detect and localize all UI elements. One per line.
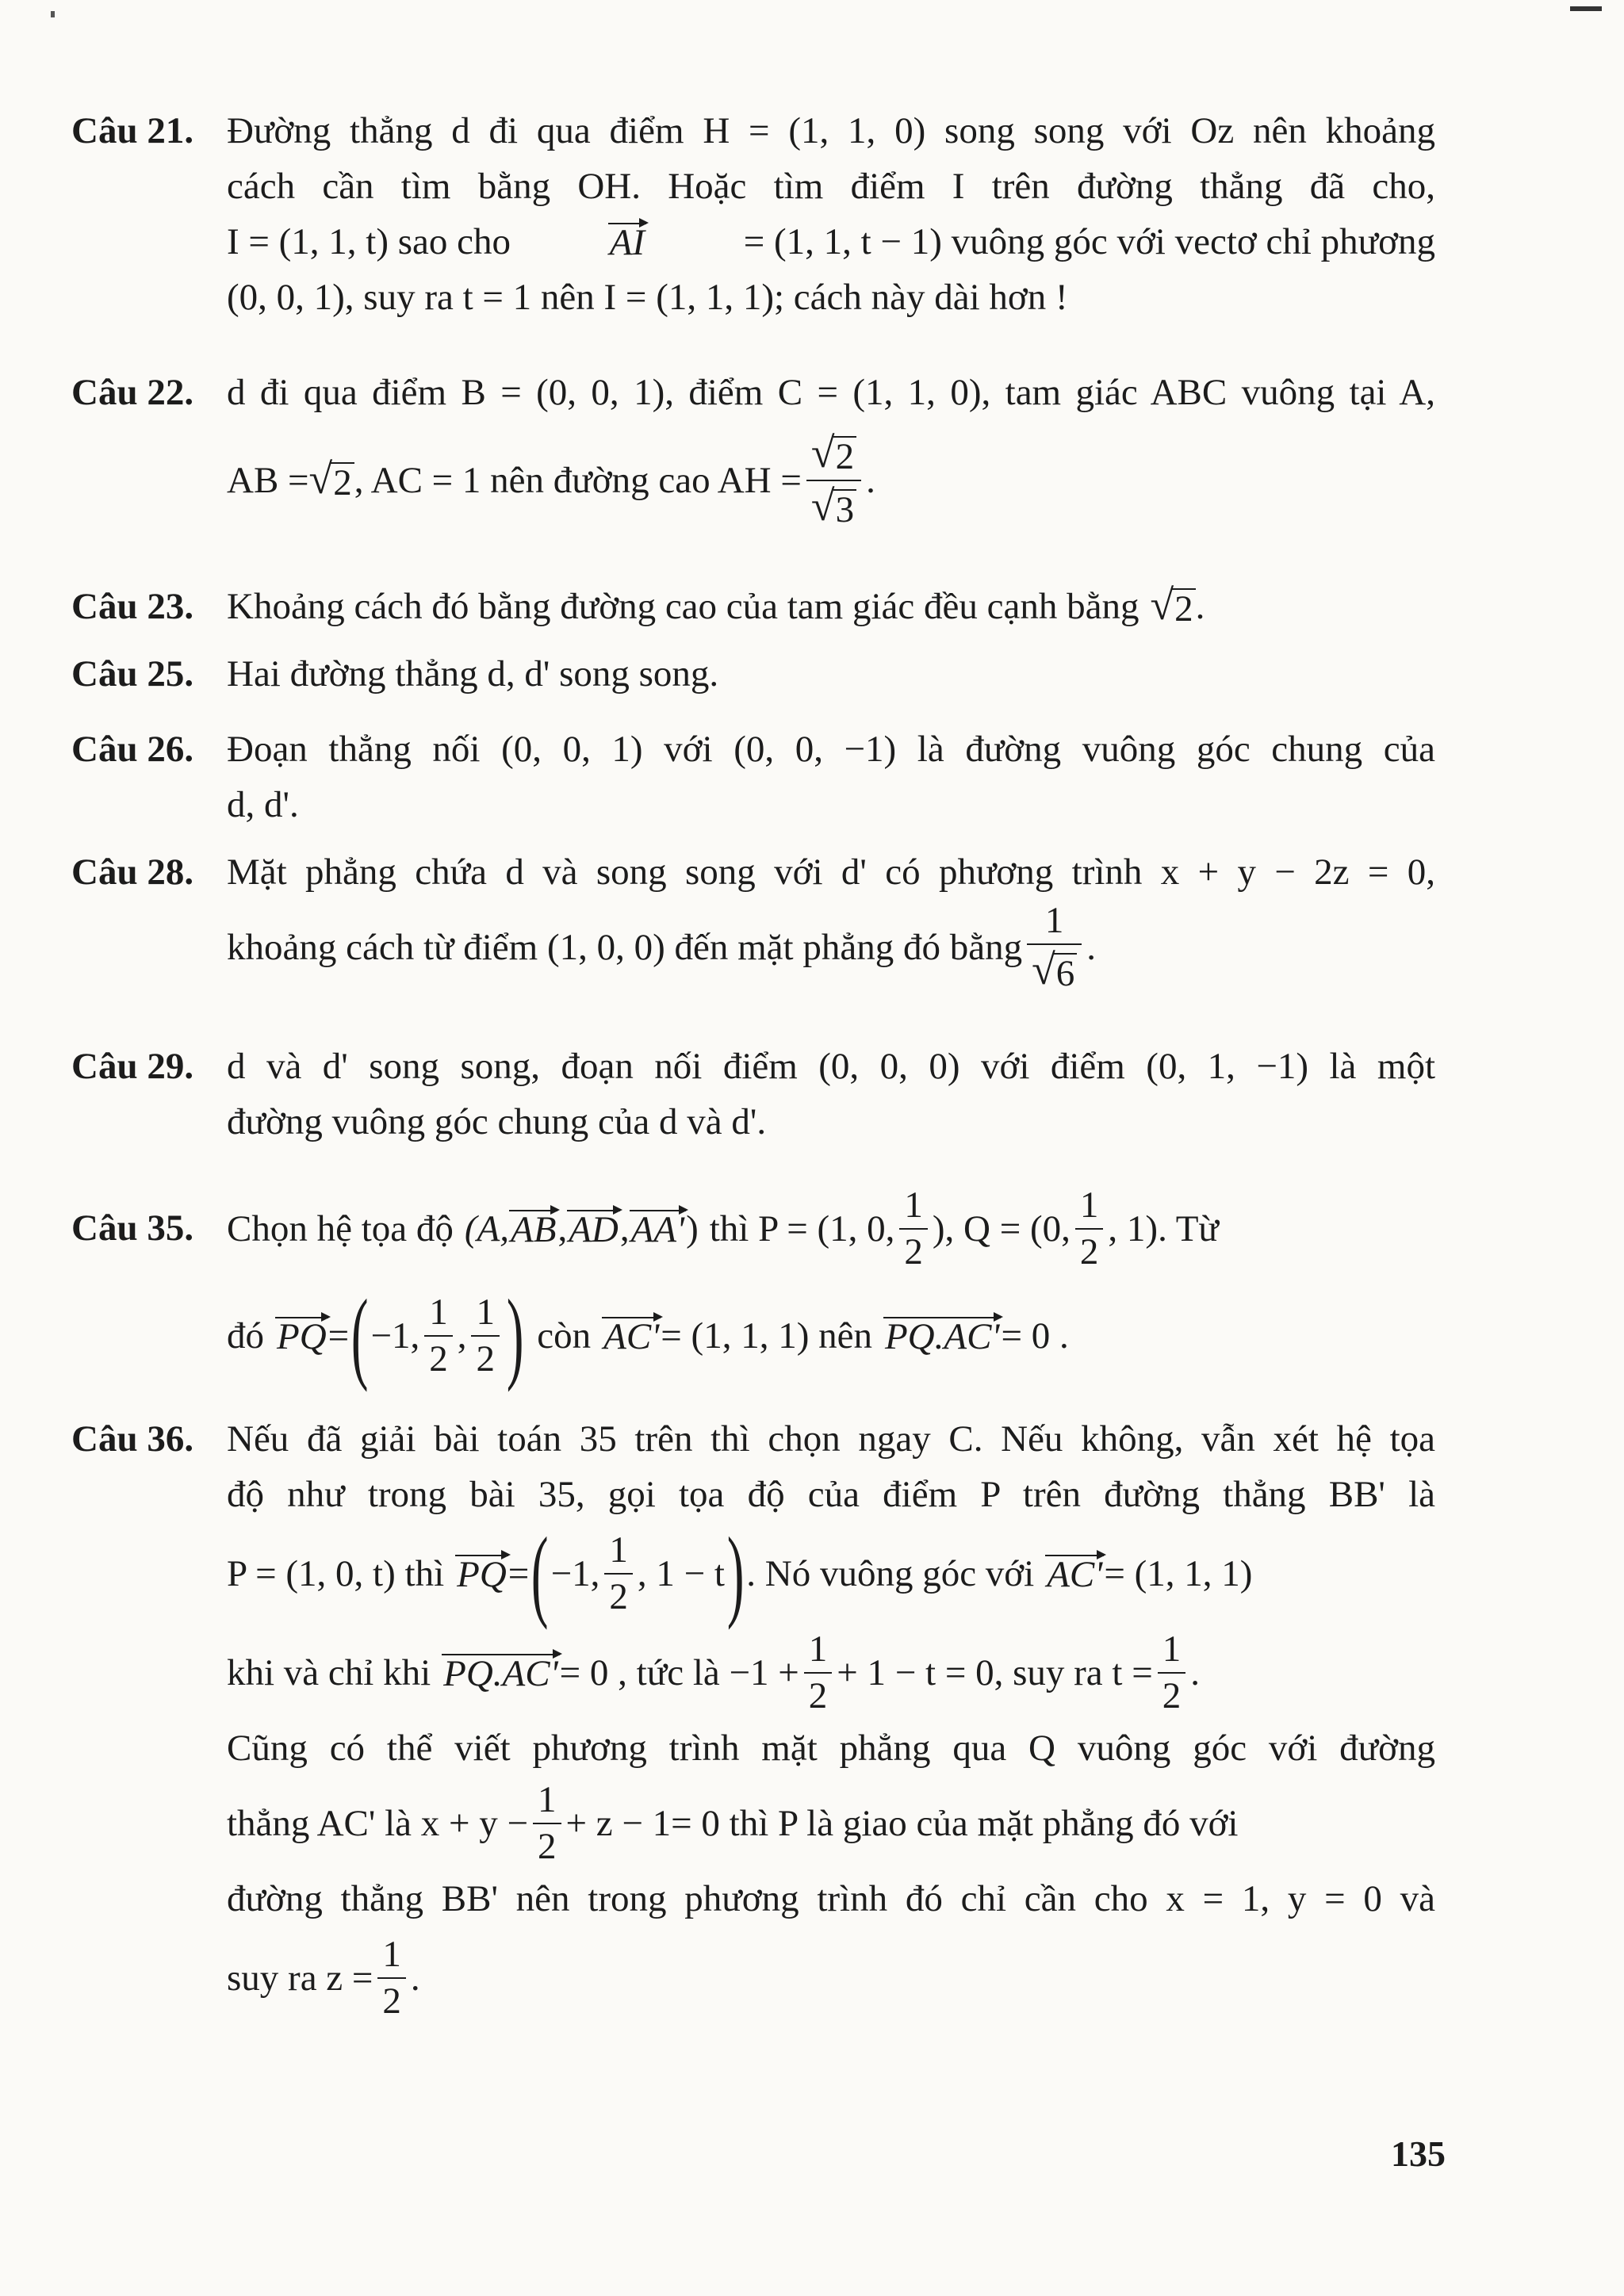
text-line (227, 1927, 1435, 2030)
text-line: cách cần tìm bằng OH. Hoặc tìm điểm I trên đường thẳng đã cho, (227, 166, 1435, 207)
radicand: 2 (833, 436, 857, 476)
text-run: = 0 . (1001, 1315, 1069, 1357)
text-line: đường thẳng BB' nên trong phương trình đó chỉ cần cho x = 1, y = 0 và (227, 1878, 1435, 1919)
answer-21 (71, 103, 1435, 325)
text-run: −1, (550, 1553, 600, 1594)
text-run: ), Q = (0, (932, 1208, 1071, 1249)
text-line: Đường thẳng d đi qua điểm H = (1, 1, 0) song song với Oz nên khoảng (227, 110, 1435, 151)
fraction-numerator: 1 (476, 1291, 495, 1333)
text-run: = (508, 1553, 530, 1594)
fraction-denominator: 2 (471, 1335, 500, 1379)
text-line (227, 214, 1435, 270)
text-run: , (619, 1208, 630, 1249)
text-run: = (1, 1, 1) (1104, 1553, 1253, 1594)
sqrt-expression (309, 457, 354, 503)
sqrt-expression (1150, 581, 1195, 630)
text-run: thẳng AC' là x + y − (227, 1803, 529, 1844)
text-line (227, 1279, 1435, 1393)
fraction (804, 1630, 833, 1716)
answer-36 (71, 1411, 1435, 2030)
question-label: Câu 29. (71, 1046, 194, 1087)
text-line: d đi qua điểm B = (0, 0, 1), điểm C = (1, 1, 0), tam giác ABC vuông tại A, (227, 372, 1435, 413)
fraction (424, 1293, 453, 1380)
text-line (227, 1625, 1435, 1720)
text-run: . (1195, 586, 1205, 627)
fraction (1075, 1186, 1104, 1272)
vector-pq: PQ (457, 1553, 507, 1595)
fraction-denominator (1027, 943, 1082, 993)
answer-28 (71, 844, 1435, 995)
answer-23 (71, 579, 1435, 634)
text-run: thì P = (1, 0, (709, 1208, 895, 1249)
text-run: = 0 , tức là −1 + (559, 1652, 799, 1693)
question-label: Câu 21. (71, 110, 194, 151)
text-line (227, 428, 1435, 530)
fraction-denominator: 2 (1075, 1228, 1104, 1272)
text-run: = (327, 1315, 350, 1357)
page-number: 135 (1391, 2133, 1446, 2174)
text-line (227, 1517, 1435, 1631)
text-line: độ như trong bài 35, gọi tọa độ của điểm P trên đường thẳng BB' là (227, 1474, 1435, 1515)
text-run: khoảng cách từ điểm (1, 0, 0) đến mặt phẳng đó bằng (227, 927, 1023, 968)
fraction-numerator: 1 (808, 1628, 828, 1670)
answer-26 (71, 721, 1435, 832)
radicand: 6 (1054, 953, 1078, 993)
text-run: , AC = 1 nên đường cao AH = (354, 460, 802, 501)
text-run: = (1, 1, t − 1) vuông góc với vectơ chỉ phương (743, 221, 1435, 262)
text-run: khi và chỉ khi (227, 1652, 431, 1693)
question-label: Câu 25. (71, 653, 194, 695)
text-run: Khoảng cách đó bằng đường cao của tam giác đều cạnh bằng (227, 586, 1139, 627)
text-run: , 1). Từ (1108, 1208, 1219, 1249)
radical-sign: √ (308, 455, 333, 503)
text-line: (0, 0, 1), suy ra t = 1 nên I = (1, 1, 1); cách này dài hơn ! (227, 277, 1068, 318)
text-line: Đoạn thẳng nối (0, 0, 1) với (0, 0, −1) là đường vuông góc chung của (227, 729, 1435, 770)
fraction (806, 428, 861, 530)
text-run: AB = (227, 460, 309, 501)
text-run: = (1, 1, 1) nên (661, 1315, 872, 1357)
text-run: còn (537, 1315, 592, 1357)
dot-product-pq-ac: PQ.AC' (884, 1315, 1000, 1357)
text-line: Mặt phẳng chứa d và song song với d' có phương trình x + y − 2z = 0, (227, 851, 1435, 893)
text-line (227, 900, 1435, 995)
question-label: Câu 26. (71, 729, 194, 770)
question-label: Câu 35. (71, 1207, 194, 1249)
fraction-denominator (806, 480, 861, 530)
radical-sign: √ (1150, 581, 1174, 629)
fraction-numerator: 1 (1079, 1184, 1099, 1226)
text-line: đường vuông góc chung của d và d'. (227, 1101, 767, 1142)
text-run: + 1 − t = 0, suy ra t = (837, 1652, 1153, 1693)
fraction-numerator: 1 (429, 1291, 448, 1333)
text-run: . (410, 1957, 420, 1999)
question-label: Câu 28. (71, 851, 194, 893)
fraction-denominator: 2 (377, 1977, 406, 2021)
text-run: P = (1, 0, t) thì (227, 1553, 445, 1594)
fraction-numerator: 1 (609, 1529, 628, 1571)
fraction-numerator (806, 428, 861, 480)
text-run: Chọn hệ tọa độ (227, 1208, 454, 1249)
fraction (899, 1186, 928, 1272)
text-line: d và d' song song, đoạn nối điểm (0, 0, 0) với điểm (0, 1, −1) là một (227, 1046, 1435, 1087)
answer-25 (71, 646, 1435, 702)
fraction-denominator: 2 (424, 1335, 453, 1379)
vector-pq: PQ (277, 1315, 327, 1357)
text-run: đó (227, 1315, 264, 1357)
text-run: . (866, 460, 875, 501)
text-run: . (1086, 927, 1096, 968)
text-run: , (557, 1208, 568, 1249)
right-paren: ) (506, 1279, 524, 1393)
text-run: , 1 − t (637, 1553, 725, 1594)
right-paren: ) (726, 1517, 745, 1631)
fraction-denominator: 2 (899, 1228, 928, 1272)
answer-35 (71, 1181, 1435, 1393)
answer-22 (71, 365, 1435, 528)
vector-aa-prime: AA' (630, 1208, 685, 1250)
text-line: d, d'. (227, 784, 299, 825)
fraction (604, 1531, 633, 1617)
text-run: I = (1, 1, t) sao cho (227, 221, 511, 262)
fraction (1027, 901, 1082, 994)
fraction-numerator: 1 (538, 1778, 557, 1820)
text-run: + z − 1= 0 thì P là giao của mặt phẳng đó với (565, 1803, 1239, 1844)
fraction (377, 1935, 406, 2022)
fraction (1158, 1630, 1186, 1716)
fraction (471, 1293, 500, 1380)
fraction-denominator: 2 (1158, 1672, 1186, 1716)
text-run: −1, (370, 1315, 420, 1357)
text-line: Cũng có thể viết phương trình mặt phẳng qua Q vuông góc với đường (227, 1728, 1435, 1769)
text-run: (A, (464, 1208, 510, 1249)
text-line: Nếu đã giải bài toán 35 trên thì chọn ngay C. Nếu không, vẫn xét hệ tọa (227, 1418, 1435, 1460)
vector-ab: AB (511, 1208, 557, 1250)
vector-ac-prime: AC' (603, 1315, 660, 1357)
fraction-numerator: 1 (1044, 899, 1064, 941)
fraction-denominator: 2 (804, 1672, 833, 1716)
fraction-numerator: 1 (904, 1184, 923, 1226)
vector-ac-prime: AC' (1047, 1553, 1103, 1595)
answer-29 (71, 1039, 1435, 1150)
radical-sign: √ (1032, 946, 1055, 993)
radicand: 2 (331, 462, 354, 503)
text-run: , (457, 1315, 467, 1357)
radicand: 3 (833, 489, 857, 530)
radicand: 2 (1172, 588, 1196, 629)
text-line (227, 1181, 1435, 1276)
text-line: Hai đường thẳng d, d' song song. (227, 653, 719, 695)
question-label: Câu 22. (71, 372, 194, 413)
text-run: ) (686, 1208, 699, 1249)
radical-sign: √ (810, 428, 835, 476)
fraction-denominator: 2 (533, 1823, 561, 1866)
fraction (533, 1778, 561, 1867)
left-paren: ( (531, 1517, 549, 1631)
question-label: Câu 36. (71, 1418, 194, 1460)
vector-ai: AI (609, 221, 645, 263)
dot-product-pq-ac: PQ.AC' (443, 1652, 558, 1694)
text-run: . Nó vuông góc với (746, 1553, 1035, 1594)
text-run: suy ra z = (227, 1957, 373, 1999)
fraction-numerator: 1 (1162, 1628, 1182, 1670)
fraction-denominator: 2 (604, 1573, 633, 1617)
fraction-numerator: 1 (382, 1933, 401, 1975)
vector-ad: AD (569, 1208, 619, 1250)
text-run: . (1190, 1652, 1200, 1693)
text-line (227, 1776, 1435, 1871)
left-paren: ( (350, 1279, 369, 1393)
question-label: Câu 23. (71, 586, 194, 627)
radical-sign: √ (810, 482, 835, 530)
text-line (227, 579, 1435, 634)
